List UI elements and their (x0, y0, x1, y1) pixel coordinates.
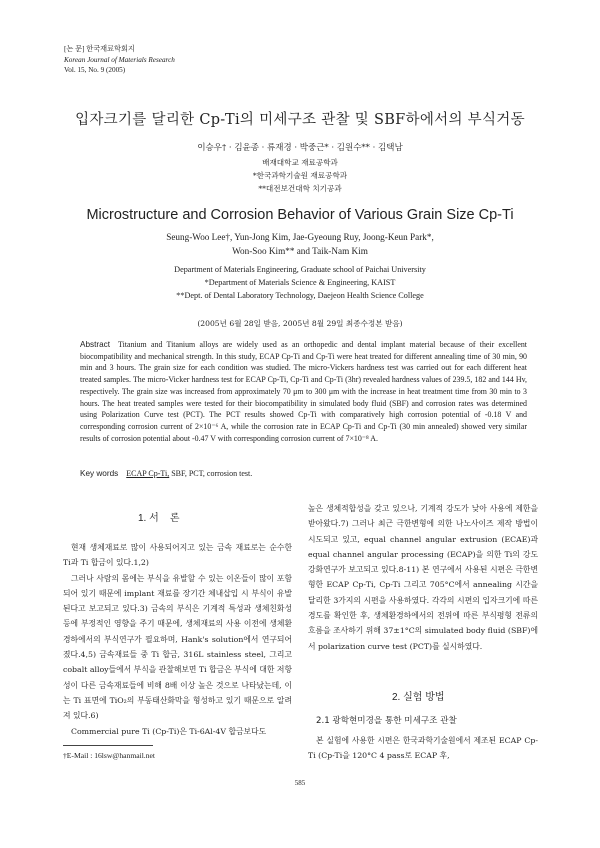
subsection-2-1-heading: 2.1 광학현미경을 통한 미세구조 관찰 (316, 716, 457, 726)
journal-volume: Vol. 15, No. 9 (2005) (64, 66, 126, 75)
title-english: Microstructure and Corrosion Behavior of Various Grain Size Cp-Ti (86, 207, 514, 223)
left-paragraph-3: Commercial pure Ti (Cp-Ti)은 Ti-6Al-4V 합금보다도 (71, 726, 267, 736)
journal-name-en: Korean Journal of Materials Research (64, 55, 175, 64)
page-number: 585 (294, 779, 306, 787)
keyword-first: ECAP Cp-Ti, (126, 469, 170, 478)
affiliation-ko-2: *한국과학기술원 재료공학과 (252, 171, 348, 180)
received-dates: (2005년 6월 28일 받음, 2005년 8월 29일 최종수정본 받음) (197, 319, 403, 328)
left-paragraph-1: 현재 생체재료로 많이 사용되어지고 있는 금속 재료로는 순수한 Ti과 Ti 합금이 있다.1,2) (63, 543, 292, 568)
authors-korean: 이승우† · 김윤종 · 류재경 · 박중근* · 김원수** · 김택남 (197, 143, 403, 153)
affiliations-english (0, 263, 600, 302)
authors-en-line-2: Won-Soo Kim** and Taik-Nam Kim (232, 246, 368, 256)
keywords (80, 469, 252, 478)
journal-header (64, 44, 175, 76)
right-column-continued (308, 733, 538, 764)
authors-en-line-1: Seung-Woo Lee†, Yun-Jong Kim, Jae-Gyeoung Ruy, Joong-Keun Park*, (166, 232, 434, 242)
section-2-heading: 2. 실험 방법 (392, 692, 445, 703)
affiliations-korean (0, 156, 600, 195)
footnote-divider (63, 745, 153, 746)
abstract-label: Abstract (80, 340, 111, 349)
affiliation-en-3: **Dept. of Dental Laboratory Technology, Daejeon Health Science College (176, 291, 424, 300)
title-korean: 입자크기를 달리한 Cp-Ti의 미세구조 관찰 및 SBF하에서의 부식거동 (75, 112, 525, 128)
right-paragraph-2: 본 실험에 사용한 시편은 한국과학기술원에서 제조된 ECAP Cp-Ti (Cp-Ti을 120°C 4 pass로 ECAP 후, (308, 736, 538, 761)
affiliation-ko-3: **대전보건대학 치기공과 (258, 184, 342, 193)
footnote-email: †E-Mail : 16lsw@hanmail.net (63, 751, 155, 760)
affiliation-ko-1: 배재대학교 재료공학과 (262, 158, 338, 167)
right-paragraph-1: 높은 생체적합성을 갖고 있으나, 기계적 강도가 낮아 사용에 제한을 받아왔다.7) 그러나 최근 극한변형에 의한 나노사이즈 제작 방법이 시도되고 있고, equal channel angular extrusion (ECAE)과 equal channel angular processing (ECAP)을 의한 Ti의 강도 강화연구가 보고되고 있다.8-11) 본 연구에서 사용된 시편은 극한변형한 ECAP Cp-Ti, Cp-Ti 그리고 705°C에서 annealing 시간을 달리한 3가지의 시편을 사용하였다. 각각의 시편의 입자크기에 따른 경도를 확인한 후, 생체환경하에서의 전위에 따른 부식평형 전류의 흐름을 조사하기 위해 37±1°C의 simulated body fluid (SBF)에서 polarization curve test (PCT)를 실시하였다. (308, 504, 538, 651)
right-column (308, 501, 538, 654)
affiliation-en-1: Department of Materials Engineering, Graduate school of Paichai University (174, 265, 426, 274)
left-paragraph-2: 그러나 사람의 몸에는 부식을 유발할 수 있는 이온들이 많이 포함되어 있기 때문에 implant 재료를 장기간 체내삽입 시 부식이 유발된다고 보고되고 있다.3) 금속의 부식은 기계적 특성과 생체친화성 등에 부정적인 영향을 주기 때문에, 생체재료의 사용 이전에 생체환경하에서의 부식연구가 필요하며, Hank's solution에서 연구되어졌다.4,5) 금속재료들 중 Ti 합금, 316L stainless steel, 그리고 cobalt alloy들에서 부식을 관찰해보면 Ti 합금은 부식에 대한 저항성이 다른 금속재료들에 비해 8배 이상 높은 것으로 나타났는데, 이는 Ti 표면에 TiO₂의 부동태산화막을 형성하고 있기 때문으로 알려져 있다.6) (63, 573, 292, 721)
abstract (80, 339, 527, 444)
abstract-text: Titanium and Titanium alloys are widely used as an orthopedic and dental implant material because of their excellent biocompatibility and mechanical strength. In this study, ECAP Cp-Ti and Cp-Ti were heat treated for different annealing time of 30 min, 90 min and 3 hours. The grain size for each condition was studied. The micro-Vickers hardness test was carried out for each different heat treated samples. The micro-Vicker hardness test for ECAP Cp-Ti, Cp-Ti and Cp-Ti (3hr) revealed hardness values of 239.5, 182 and 144 Hv, respectively. The grain size was increased from approximately 70 μm to 300 μm with the increase in heat treatment time from 30 min to 3 hours. The heat treated samples were tested for their biocompatibility in simulated body fluid (SBF) and corrosion rates was determined using Polarization Curve test (PCT). The PCT results showed Cp-Ti with comparatively high corrosion potential of -0.18 V and corresponding corrosion current of 2×10⁻⁶ A, while the corrosion rate in ECAP Cp-Ti and Cp-Ti (30 min annealed) showed very similar results of corrosion potential about -0.47 V with corresponding corrosion current of 7×10⁻⁸ A. (80, 340, 527, 443)
section-1-heading: 1. 서 론 (138, 513, 180, 524)
left-column (63, 540, 292, 739)
journal-name-ko: [논 문] 한국재료학회지 (64, 45, 135, 53)
affiliation-en-2: *Department of Materials Science & Engineering, KAIST (204, 278, 396, 287)
keywords-rest: SBF, PCT, corrosion test. (169, 469, 253, 478)
keywords-label: Key words (80, 469, 119, 478)
authors-english (0, 230, 600, 258)
